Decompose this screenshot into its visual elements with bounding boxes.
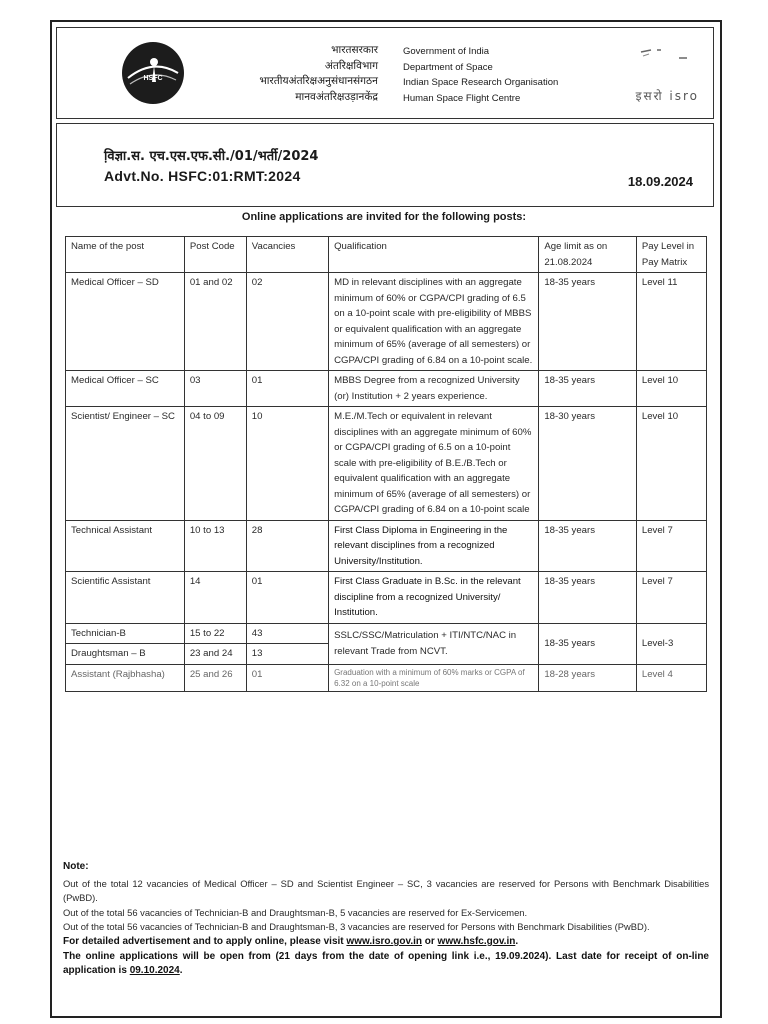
english-line: Human Space Flight Centre [403, 92, 521, 104]
post-name: Scientific Assistant [66, 572, 185, 624]
english-line: Indian Space Research Organisation [403, 77, 559, 88]
last-date-suffix: . [179, 965, 183, 977]
qualification: M.E./M.Tech or equivalent in relevant disciplines with an aggregate minimum of 60% or CGPA/CPI grading of 6.5 on a 10-point scale with pre-eligibility of B.E./B.Tech or equivalent qualification with an aggregate minimum of 65% (average of all semesters) or CGPA/CPI grading of 6.84 on a 10-point scale [329, 407, 539, 521]
advt-number: Advt.No. HSFC:01:RMT:2024 [104, 168, 301, 184]
note-item: Out of the total 56 vacancies of Technician-B and Draughtsman-B, 3 vacancies are reserved for Persons with Benchmark Disabilities (PwBD). [63, 921, 650, 933]
qualification: Graduation with a minimum of 60% marks or CGPA of 6.32 on a 10-point scale [329, 664, 539, 691]
age-limit: 18-35 years [539, 572, 637, 624]
qualification: SSLC/SSC/Matriculation + ITI/NTC/NAC in relevant Trade from NCVT. [329, 623, 539, 664]
age-limit: 18-28 years [539, 664, 637, 691]
age-limit: 18-35 years [539, 371, 637, 407]
table-row [66, 371, 707, 407]
hindi-org-names [259, 43, 378, 105]
table-row [66, 572, 707, 624]
col-header: Pay Level in Pay Matrix [636, 237, 706, 273]
qualification: First Class Graduate in B.Sc. in the relevant discipline from a recognized University/ Institution. [329, 572, 539, 624]
col-header: Post Code [184, 237, 246, 273]
post-name: Medical Officer – SC [66, 371, 185, 407]
vacancies: 01 [246, 572, 328, 624]
post-code: 15 to 22 [184, 623, 246, 644]
post-name: Assistant (Rajbhasha) [66, 664, 185, 691]
notes-section [63, 860, 709, 979]
qualification: MBBS Degree from a recognized University (or) Institution + 2 years experience. [329, 371, 539, 407]
last-date: 09.10.2024 [129, 965, 180, 977]
intro-heading: Online applications are invited for the following posts: [241, 211, 527, 223]
hindi-line: अंतरिक्षविभाग [324, 59, 378, 72]
post-code: 10 to 13 [184, 520, 246, 572]
table-row [66, 407, 707, 521]
post-name: Technician-B [66, 623, 185, 644]
pay-level: Level 10 [636, 407, 706, 521]
notes-heading: Note: [63, 861, 89, 872]
advertisement-block [56, 123, 714, 207]
qualification: First Class Diploma in Engineering in the relevant disciplines from a recognized University/Institution. [329, 520, 539, 572]
post-name: Scientist/ Engineer – SC [66, 407, 185, 521]
col-header: Qualification [329, 237, 539, 273]
website-or: or [424, 935, 435, 947]
hindi-line: मानवअंतरिक्षउड़ानकेंद्र [295, 90, 378, 103]
pay-level: Level 11 [636, 273, 706, 371]
advt-number-hindi: वि़ज्ञा.स. एच.एस.एफ.सी./01/भर्ती/2024 [104, 149, 319, 164]
isro-logo-text: इसरो isro [635, 89, 699, 103]
post-code: 04 to 09 [184, 407, 246, 521]
post-name: Medical Officer – SD [66, 273, 185, 371]
age-limit: 18-30 years [539, 407, 637, 521]
hsfc-logo [118, 38, 188, 108]
isro-logo [621, 38, 701, 108]
note-item: Out of the total 12 vacancies of Medical Officer – SD and Scientist Engineer – SC, 3 vacancies are reserved for Persons with Benchmark Disabilities (PwBD). [63, 877, 709, 904]
pay-level: Level 10 [636, 371, 706, 407]
post-code: 03 [184, 371, 246, 407]
table-row [66, 623, 707, 644]
post-name: Draughtsman – B [66, 644, 185, 665]
hindi-line: भारतसरकार [331, 44, 378, 56]
english-org-names [403, 44, 558, 106]
posts-table [65, 236, 707, 692]
pay-level: Level 7 [636, 520, 706, 572]
vacancies: 01 [246, 371, 328, 407]
vacancies: 13 [246, 644, 328, 665]
website-prefix: For detailed advertisement and to apply online, please visit [63, 935, 344, 947]
vacancies: 43 [246, 623, 328, 644]
post-code: 14 [184, 572, 246, 624]
table-row [66, 664, 707, 691]
col-header: Age limit as on 21.08.2024 [539, 237, 637, 273]
pay-level: Level-3 [636, 623, 706, 664]
pay-level: Level 7 [636, 572, 706, 624]
age-limit: 18-35 years [539, 273, 637, 371]
advt-date: 18.09.2024 [627, 174, 693, 189]
pay-level: Level 4 [636, 664, 706, 691]
age-limit: 18-35 years [539, 520, 637, 572]
post-code: 23 and 24 [184, 644, 246, 665]
hsfc-website-link[interactable]: www.hsfc.gov.in [437, 935, 516, 947]
isro-website-link[interactable]: www.isro.gov.in [346, 935, 422, 947]
application-window-text: The online applications will be open from (21 days from the date of opening link i.e., 19.09.2024). Last date for receipt of on-line application is [63, 950, 709, 977]
logo-text: HSFC [143, 75, 163, 82]
english-line: Government of India [403, 46, 490, 57]
col-header: Vacancies [246, 237, 328, 273]
vacancies: 02 [246, 273, 328, 371]
qualification: MD in relevant disciplines with an aggregate minimum of 60% or CGPA/CPI grading of 6.5 on a 10-point scale with pre-eligibility of MBBS or equivalent qualification with an aggregate minimum of 65% (average of all semesters) or CGPA/CPI grading of 6.84 on a 10-point scale. [329, 273, 539, 371]
vacancies: 10 [246, 407, 328, 521]
hindi-line: भारतीयअंतरिक्षअनुसंधानसंगठन [259, 75, 378, 87]
application-window-note [63, 950, 709, 979]
website-suffix: . [515, 935, 519, 947]
website-note [63, 935, 709, 950]
letterhead [56, 27, 714, 119]
vacancies: 01 [246, 664, 328, 691]
note-item: Out of the total 56 vacancies of Technician-B and Draughtsman-B, 5 vacancies are reserved for Ex-Servicemen. [63, 906, 528, 918]
post-code: 01 and 02 [184, 273, 246, 371]
table-row [66, 520, 707, 572]
vacancies: 28 [246, 520, 328, 572]
table-row [66, 273, 707, 371]
post-name: Technical Assistant [66, 520, 185, 572]
table-header-row [66, 237, 707, 273]
post-code: 25 and 26 [184, 664, 246, 691]
english-line: Department of Space [403, 61, 493, 73]
age-limit: 18-35 years [539, 623, 637, 664]
col-header: Name of the post [66, 237, 185, 273]
